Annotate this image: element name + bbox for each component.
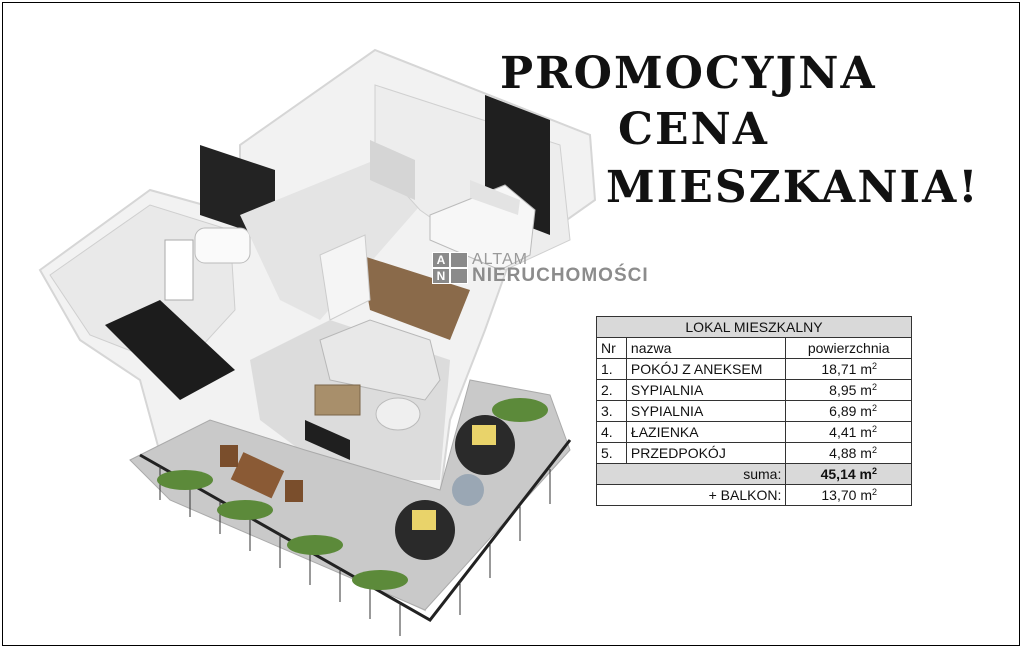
floor-plan-illustration — [30, 40, 610, 640]
table-header-row — [597, 338, 912, 359]
headline-line-3: MIESZKANIA! — [606, 162, 980, 213]
balcony-label: + BALKON: — [597, 485, 786, 506]
table-row: 1. POKÓJ Z ANEKSEM 18,71 $m^2$ — [597, 359, 912, 380]
header-name: nazwa — [626, 338, 785, 359]
sum-label: suma: — [597, 464, 786, 485]
apartment-walls — [40, 50, 595, 636]
table-title: LOKAL MIESZKALNY — [597, 317, 912, 338]
sum-value: 45,14 $m^2$ — [786, 464, 912, 485]
watermark-line-1: ALTAM — [472, 251, 528, 268]
agency-watermark — [432, 252, 649, 284]
headline-line-2: CENA — [618, 104, 769, 155]
table-row: 5. PRZEDPOKÓJ 4,88 $m^2$ — [597, 443, 912, 464]
table-balcony-row — [597, 485, 912, 506]
balcony-value: 13,70 $m^2$ — [786, 485, 912, 506]
table-sum-row — [597, 464, 912, 485]
header-nr: Nr — [597, 338, 627, 359]
agency-logo-icon: A N — [432, 252, 468, 284]
header-area: powierzchnia — [786, 338, 912, 359]
table-row: 3. SYPIALNIA 6,89 $m^2$ — [597, 401, 912, 422]
table-row: 4. ŁAZIENKA 4,41 $m^2$ — [597, 422, 912, 443]
area-table — [596, 316, 912, 506]
watermark-line-2: NIERUCHOMOŚCI — [472, 265, 649, 286]
headline-line-1: PROMOCYJNA — [500, 48, 877, 99]
table-row: 2. SYPIALNIA 8,95 $m^2$ — [597, 380, 912, 401]
